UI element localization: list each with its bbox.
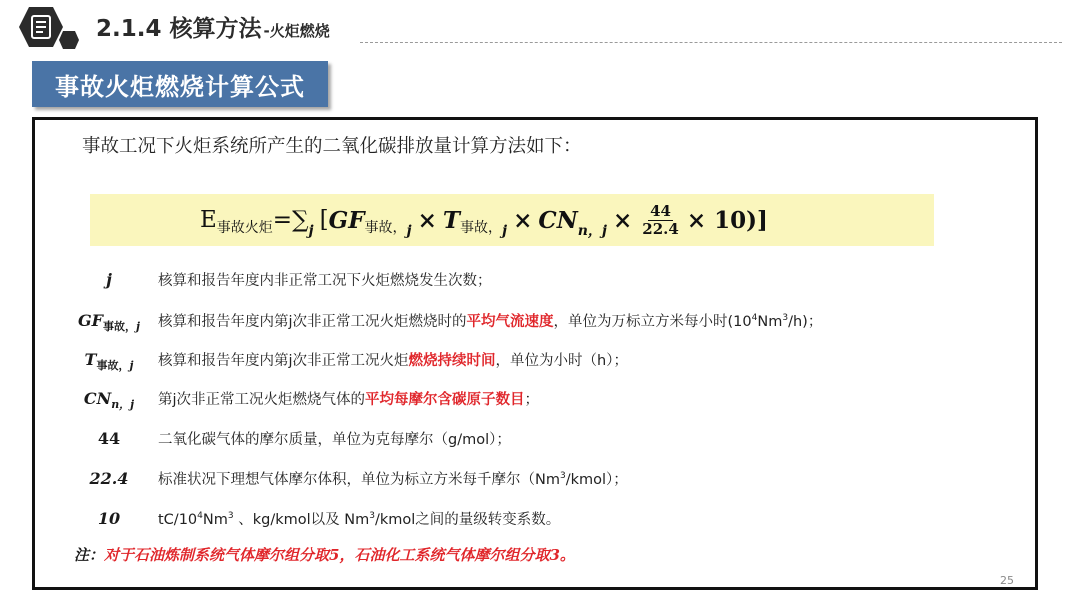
definition-row-44	[60, 424, 1020, 452]
formula-sum: =∑	[272, 207, 309, 233]
formula-cn-sub: n，j	[577, 222, 607, 239]
formula-fraction	[642, 203, 679, 237]
symbol-22-4: 22.4	[89, 468, 129, 488]
page-number: 25	[1000, 574, 1014, 587]
definition-row-10	[60, 504, 1020, 532]
definition-row-gf	[60, 306, 1020, 334]
formula-times-2: ×	[513, 206, 533, 234]
definition-row-22-4	[60, 464, 1020, 492]
formula-gf-sub-b: j	[406, 222, 412, 239]
small-hexagon-decoration	[58, 30, 80, 50]
formula-tail: × 10)]	[686, 206, 768, 234]
slide-title-main: 2.1.4 核算方法	[96, 16, 262, 42]
highlight-text: 燃烧持续时间	[408, 352, 496, 369]
symbol-cn: $CN_{n,j}$	[83, 388, 135, 411]
definition-text: 核算和报告年度内非正常工况下火炬燃烧发生次数；	[158, 272, 492, 289]
definition-row-cn	[60, 384, 1020, 412]
formula-t-sub-b: j	[502, 222, 508, 239]
formula-bracket: [	[319, 207, 329, 233]
intro-text: 事故工况下火炬系统所产生的二氧化碳排放量计算方法如下：	[82, 136, 582, 157]
formula-sum-sub: j	[308, 222, 314, 239]
formula-frac-numerator: 44	[650, 202, 671, 220]
definition-text: 核算和报告年度内第j次非正常工况火炬燃烧持续时间，单位为小时（h）；	[158, 352, 628, 369]
definition-text: $tC/10^4Nm^3$ 、kg/kmol以及 Nm$^3$/kmol之间的量级转变系数。	[158, 510, 561, 528]
formula-gf-sub-a: 事故，	[364, 220, 407, 236]
formula-times-3: ×	[612, 206, 633, 234]
formula-t-sub-a: 事故，	[460, 220, 503, 236]
definition-text: 第j次非正常工况火炬燃烧气体的平均每摩尔含碳原子数目；	[158, 391, 540, 408]
formula-lhs-sub: 事故火炬	[216, 220, 273, 236]
definition-text: 二氧化碳气体的摩尔质量，单位为克每摩尔（g/mol）；	[158, 431, 511, 448]
emission-formula	[200, 196, 768, 244]
title-divider	[360, 42, 1062, 43]
footnote	[74, 544, 575, 565]
definition-row-t	[60, 345, 1020, 373]
section-label: 事故火炬燃烧计算公式	[32, 61, 328, 107]
definition-text: 核算和报告年度内第j次非正常工况火炬燃烧时的平均气流速度，单位为万标立方米每小时$(10^4Nm^3/h)$；	[158, 312, 823, 330]
symbol-t: $T_{事故,j}$	[84, 349, 134, 372]
footnote-text: 对于石油炼制系统气体摩尔组分取5，石油化工系统气体摩尔组分取3。	[104, 546, 575, 564]
formula-t: T	[442, 206, 461, 234]
footnote-lead: 注：	[74, 546, 105, 564]
symbol-j: j	[106, 269, 112, 289]
highlight-text: 平均气流速度	[466, 313, 554, 330]
formula-frac-denominator: 22.4	[642, 219, 679, 238]
slide-title	[96, 10, 330, 44]
slide-title-sub: -火炬燃烧	[263, 22, 330, 40]
definition-row-j	[60, 265, 1020, 293]
formula-lhs: E	[200, 207, 217, 233]
symbol-gf: $GF_{事故,j}$	[77, 310, 140, 333]
formula-times-1: ×	[417, 206, 437, 234]
definition-text: 标准状况下理想气体摩尔体积，单位为标立方米每千摩尔（Nm$^3$/kmol）；	[158, 470, 628, 488]
symbol-10: 10	[97, 508, 121, 528]
formula-gf: GF	[328, 206, 365, 234]
symbol-44: 44	[97, 428, 121, 448]
formula-cn: CN	[538, 206, 578, 234]
highlight-text: 平均每摩尔含碳原子数目	[365, 391, 525, 408]
